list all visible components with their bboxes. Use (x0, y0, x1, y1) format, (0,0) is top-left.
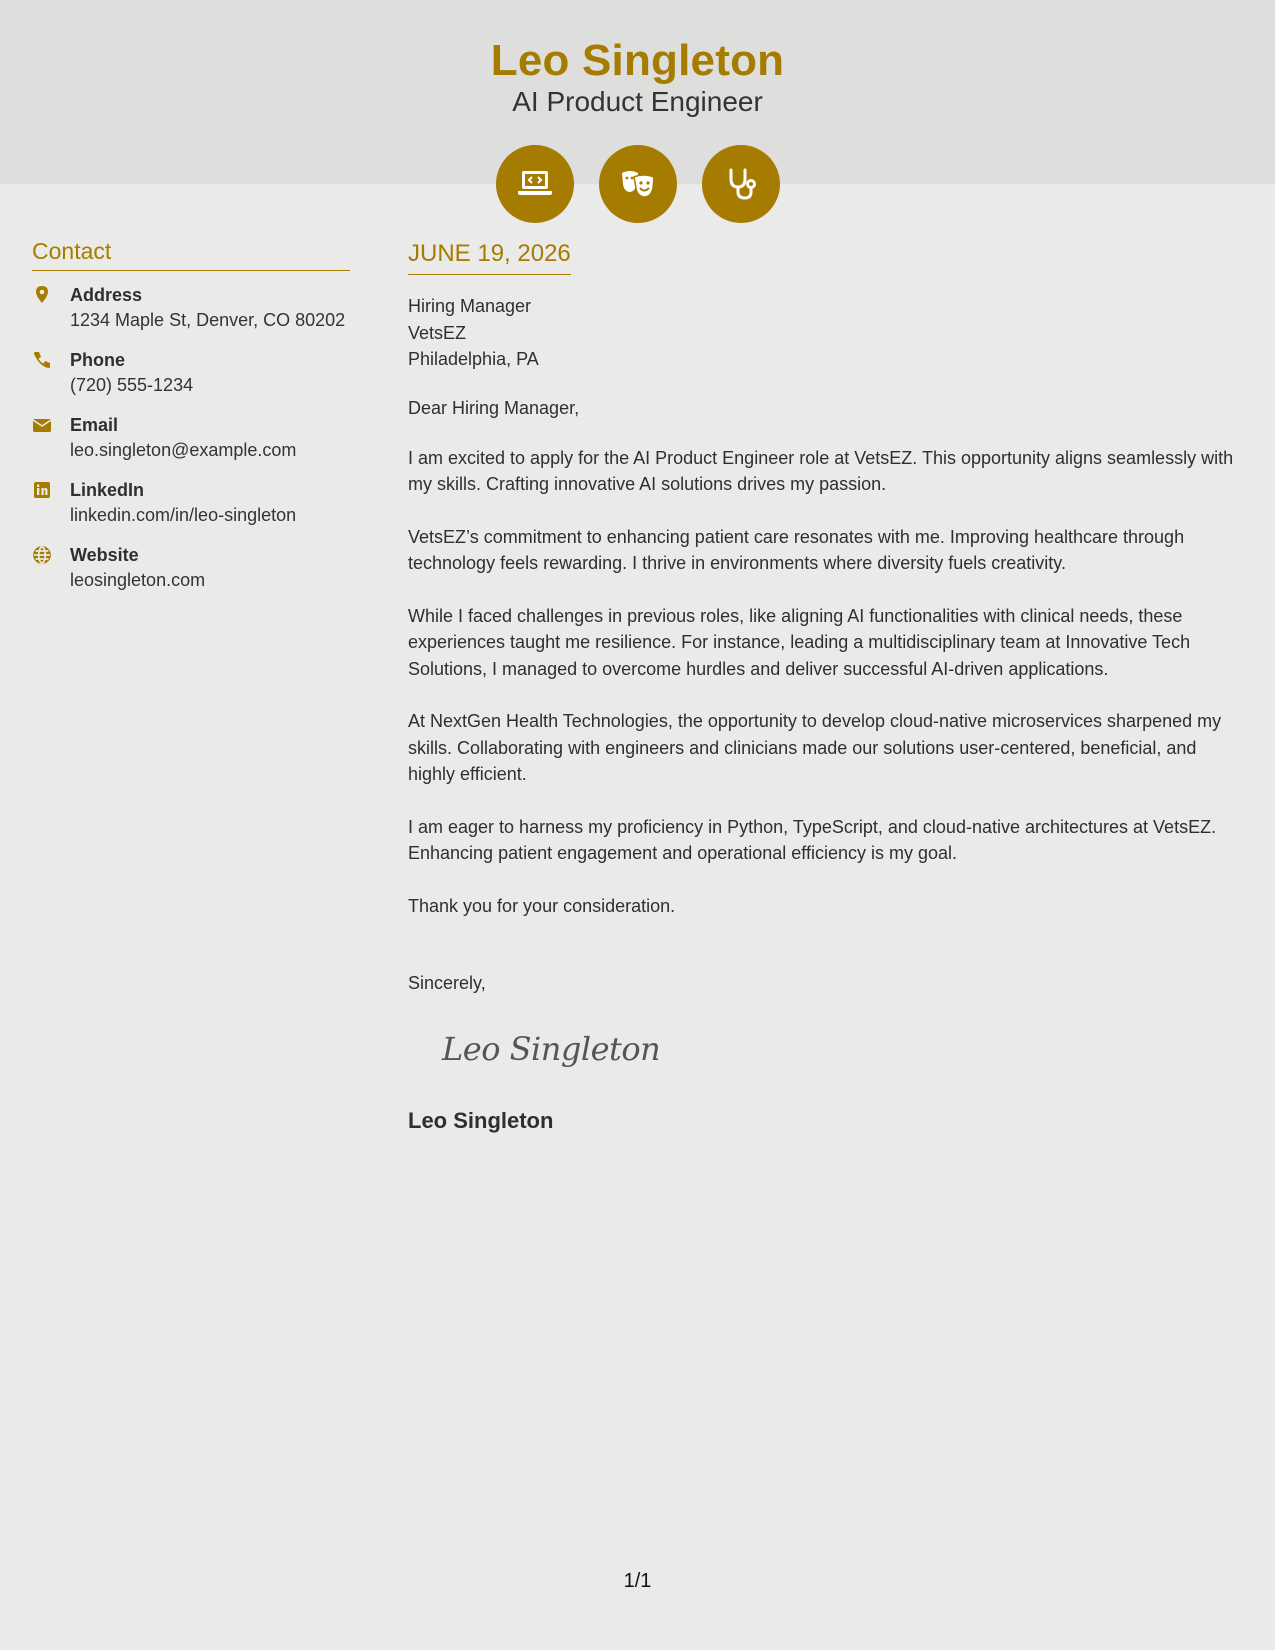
contact-value: leosingleton.com (70, 570, 206, 590)
letter-paragraph: I am excited to apply for the AI Product Engineer role at VetsEZ. This opportunity aligns seamlessly with my skills. Crafting innovative AI solutions drives my passion. (408, 447, 1234, 494)
contact-label: Email (70, 415, 119, 435)
salutation: Dear Hiring Manager, (408, 397, 580, 418)
stethoscope-icon (702, 145, 780, 223)
contact-label: LinkedIn (70, 480, 145, 500)
recipient-line: VetsEZ (408, 322, 467, 343)
globe-icon (32, 545, 54, 567)
contact-label: Phone (70, 350, 126, 370)
applicant-name: Leo Singleton (490, 36, 785, 85)
job-title: AI Product Engineer (512, 86, 763, 117)
signature-text: Leo Singleton (442, 1030, 658, 1068)
letter-body (408, 240, 1248, 1134)
contact-value: leo.singleton@example.com (70, 440, 297, 460)
letter-paragraph: VetsEZ’s commitment to enhancing patient care resonates with me. Improving healthcare through technology feels rewarding. I thrive in environments where diversity fuels creativity. (408, 526, 1185, 573)
header-icons (0, 145, 1275, 223)
contact-linkedin (32, 478, 350, 528)
contact-label: Website (70, 545, 139, 565)
contact-label: Address (70, 285, 143, 305)
recipient-line: Hiring Manager (408, 296, 532, 316)
contact-email (32, 413, 350, 463)
phone-icon (32, 350, 54, 372)
contact-address (32, 283, 350, 333)
contact-value: linkedin.com/in/leo-singleton (70, 505, 297, 525)
contact-sidebar (32, 238, 350, 608)
signer-name: Leo Singleton (408, 1108, 554, 1133)
contact-value: (720) 555-1234 (70, 375, 194, 395)
letter-paragraph: While I faced challenges in previous roles, like aligning AI functionalities with clinical needs, these experiences taught me resilience. For instance, leading a multidisciplinary team at Innovative Tech Solutions, I managed to overcome hurdles and deliver successful AI-driven applications. (408, 605, 1191, 679)
letter-paragraph: Thank you for your consideration. (408, 895, 676, 916)
contact-heading: Contact (32, 238, 350, 271)
letter-paragraph: I am eager to harness my proficiency in Python, TypeScript, and cloud-native architectures at VetsEZ. Enhancing patient engagement and operational efficiency is my goal. (408, 816, 1217, 863)
laptop-code-icon (496, 145, 574, 223)
linkedin-icon (32, 480, 54, 502)
contact-value: 1234 Maple St, Denver, CO 80202 (70, 310, 346, 330)
recipient-block (408, 293, 1248, 373)
handwritten-signature (438, 1024, 1248, 1074)
page-number: 1/1 (623, 1570, 652, 1592)
recipient-line: Philadelphia, PA (408, 349, 539, 369)
contact-phone (32, 348, 350, 398)
contact-website (32, 543, 350, 593)
letter-paragraph: At NextGen Health Technologies, the opportunity to develop cloud-native microservices sharpened my skills. Collaborating with engineers and clinicians made our solutions user-centered, beneficial, and highly efficient. (408, 711, 1222, 784)
theater-masks-icon (599, 145, 677, 223)
letter-date: JUNE 19, 2026 (408, 240, 571, 275)
envelope-icon (32, 415, 54, 437)
closing: Sincerely, (408, 973, 486, 993)
map-pin-icon (32, 285, 54, 307)
